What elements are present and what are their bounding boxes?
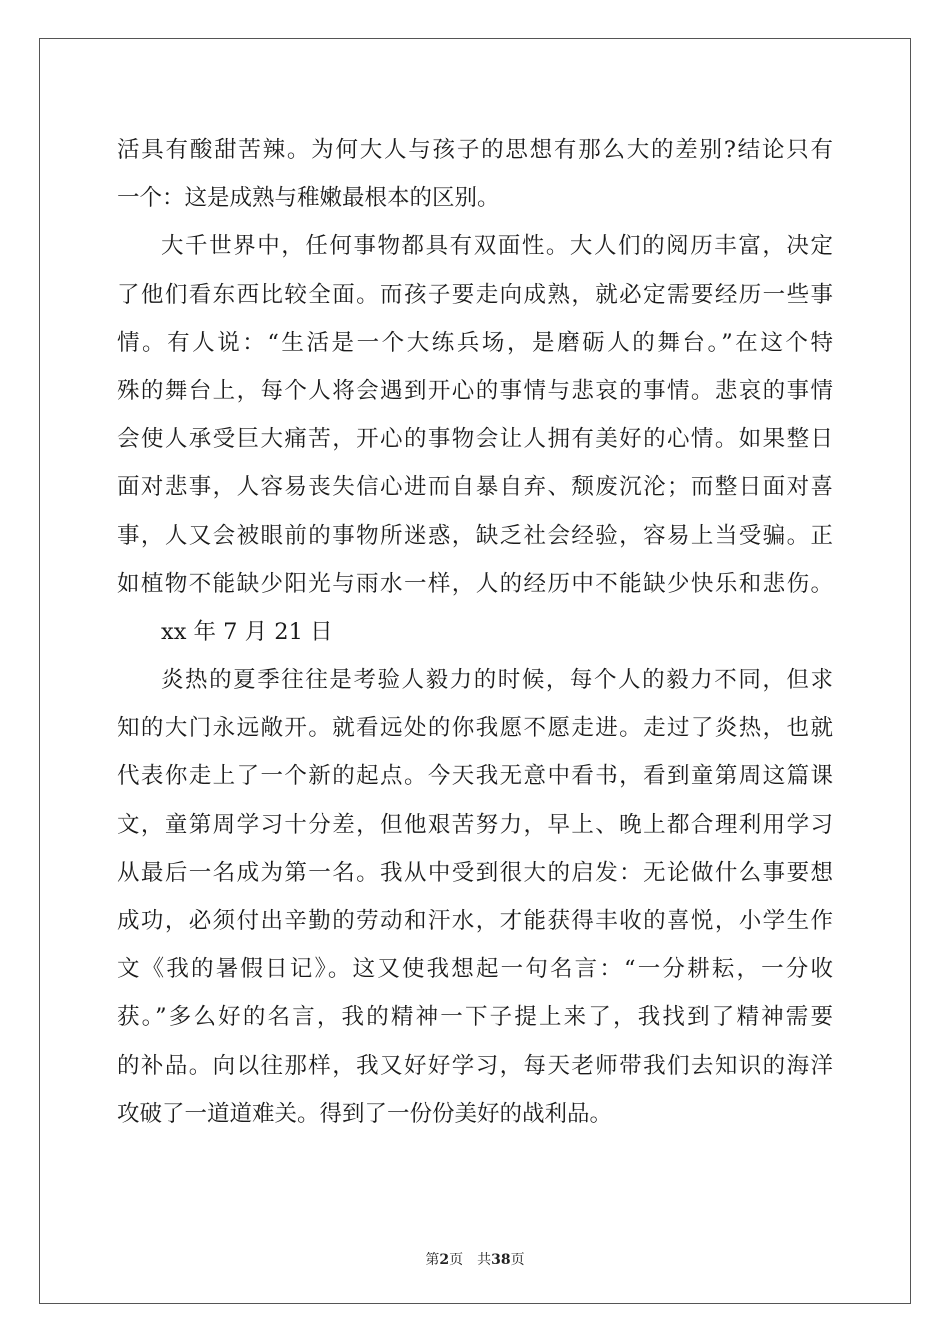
text-line: 如植物不能缺少阳光与雨水一样，人的经历中不能缺少快乐和悲伤。 [117, 570, 833, 597]
footer-total-suffix: 页 [510, 1252, 525, 1268]
text-line: 事，人又会被眼前的事物所迷惑，缺乏社会经验，容易上当受骗。正 [117, 522, 833, 549]
text-line: 文《我的暑假日记》。这又使我想起一句名言：“一分耕耘，一分收 [117, 956, 833, 983]
text-line: 代表你走上了一个新的起点。今天我无意中看书，看到童第周这篇课 [117, 763, 833, 790]
paragraph-start-line: 炎热的夏季往往是考验人毅力的时候，每个人的毅力不同，但求 [161, 667, 833, 694]
total-pages: 38 [491, 1252, 511, 1268]
text-line: 知的大门永远敞开。就看远处的你我愿不愿走进。走过了炎热，也就 [117, 715, 833, 742]
footer-total-prefix: 共 [477, 1252, 492, 1268]
text-line: 会使人承受巨大痛苦，开心的事物会让人拥有美好的心情。如果整日 [117, 426, 833, 453]
text-line: 情。有人说：“生活是一个大练兵场，是磨砺人的舞台。”在这个特 [117, 329, 833, 356]
text-line: 的补品。向以往那样，我又好好学习，每天老师带我们去知识的海洋 [117, 1052, 833, 1079]
footer-page-suffix: 页 [449, 1252, 464, 1268]
current-page-number: 2 [439, 1252, 450, 1268]
text-line: 活具有酸甜苦辣。为何大人与孩子的思想有那么大的差别?结论只有 [117, 137, 833, 163]
text-line: 从最后一名成为第一名。我从中受到很大的启发：无论做什么事要想 [117, 859, 833, 886]
page-footer [0, 1249, 950, 1269]
text-line: 殊的舞台上，每个人将会遇到开心的事情与悲哀的事情。悲哀的事情 [117, 377, 833, 404]
footer-prefix: 第 [425, 1252, 440, 1268]
text-line: 了他们看东西比较全面。而孩子要走向成熟，就必定需要经历一些事 [117, 281, 833, 308]
text-line: 面对悲事，人容易丧失信心进而自暴自弃、颓废沉沦；而整日面对喜 [117, 474, 833, 501]
text-line: 攻破了一道道难关。得到了一份份美好的战利品。 [117, 1100, 613, 1127]
paragraph-start-line: 大千世界中，任何事物都具有双面性。大人们的阅历丰富，决定 [161, 233, 833, 260]
text-line: 文，童第周学习十分差，但他艰苦努力，早上、晚上都合理利用学习 [117, 811, 833, 838]
text-line: 一个：这是成熟与稚嫩最根本的区别。 [117, 185, 500, 212]
text-line: 获。”多么好的名言，我的精神一下子提上来了，我找到了精神需要 [117, 1004, 833, 1031]
date-heading: xx 年 7 月 21 日 [161, 618, 333, 645]
document-body [117, 126, 833, 1138]
text-line: 成功，必须付出辛勤的劳动和汗水，才能获得丰收的喜悦，小学生作 [117, 908, 833, 934]
